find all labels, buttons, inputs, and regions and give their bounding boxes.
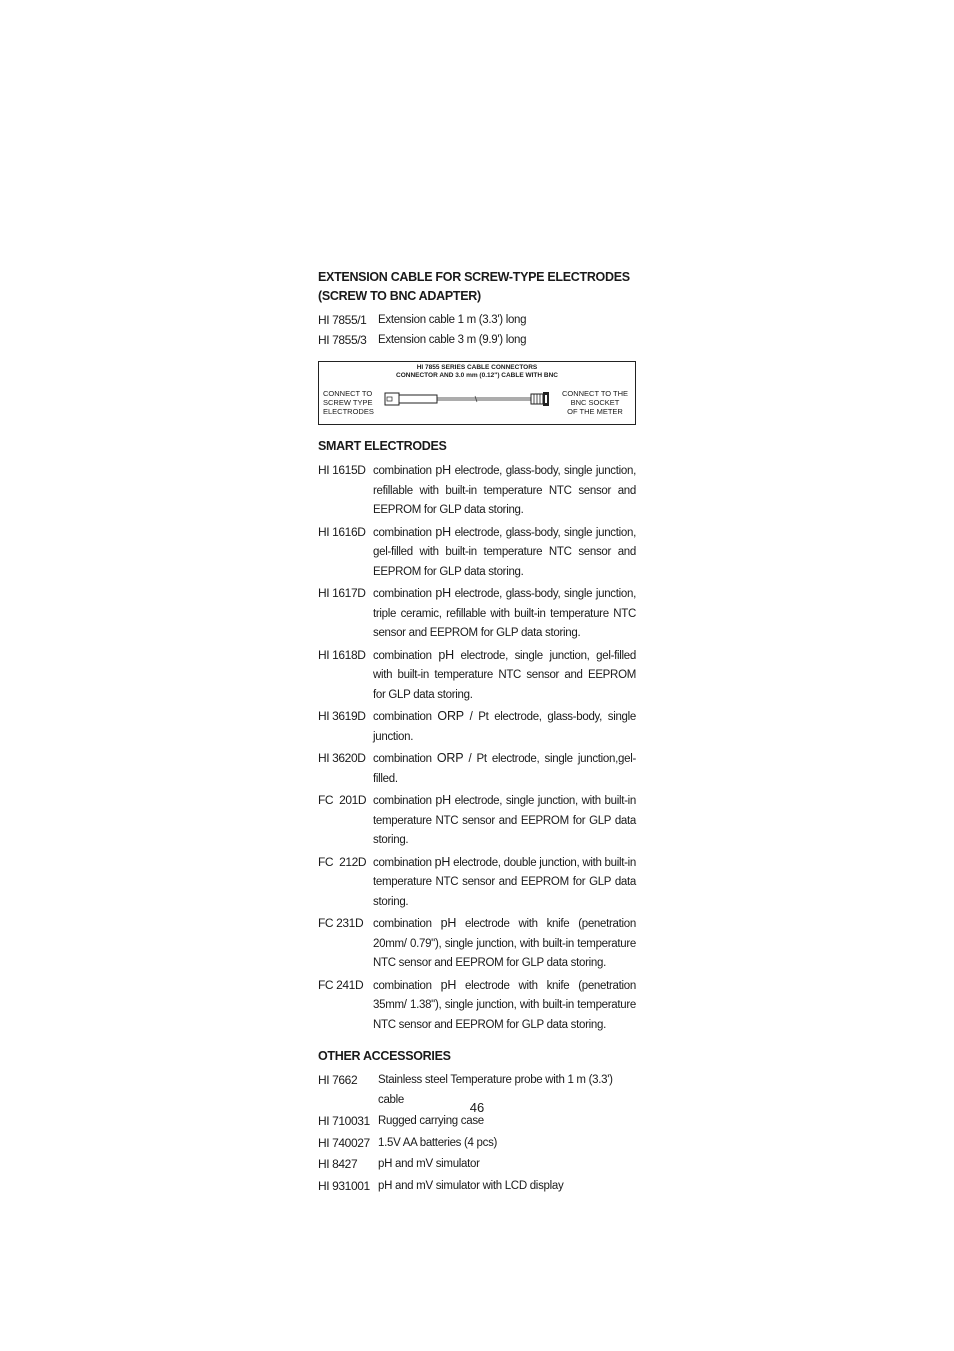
desc-post: electrode, glass-body, single junction, gel-filled with built-in temperature NTC sensor and EEPROM for GLP data storing. [373, 526, 636, 578]
item-code: HI 7855/1 [318, 313, 367, 327]
desc-post: electrode, single junction, gel-filled with built-in temperature NTC sensor and EEPROM for GLP data storing. [373, 649, 636, 701]
desc-pre: combination [373, 795, 436, 807]
item-desc: Stainless steel Temperature probe with 1 m (3.3') cable [378, 1074, 613, 1106]
extension-heading [318, 268, 636, 306]
item-desc [373, 523, 636, 583]
connector-body [399, 395, 437, 403]
list-item [318, 646, 636, 706]
item-desc: Extension cable 3 m (9.9') long [378, 333, 527, 346]
item-code: HI 8427 [318, 1157, 358, 1171]
list-item [318, 791, 636, 851]
item-code: FC 241D [318, 977, 364, 992]
item-desc [373, 914, 636, 974]
desc-highlight: pH [434, 854, 451, 869]
item-code: HI 740027 [318, 1135, 370, 1150]
item-code: HI 1618D [318, 647, 366, 662]
item-desc [373, 791, 636, 851]
desc-highlight: pH [435, 463, 451, 477]
desc-pre: combination [373, 649, 439, 662]
desc-highlight: ORP [437, 709, 464, 723]
desc-post: / Pt electrode, glass-body, single junction. [373, 711, 637, 743]
diagram-right-label [558, 389, 632, 416]
desc-highlight: pH [438, 647, 454, 662]
desc-highlight: pH [435, 793, 451, 807]
list-item [318, 311, 636, 331]
diagram-title-line2: CONNECTOR AND 3.0 mm (0.12") CABLE WITH BNC [396, 372, 558, 379]
item-desc: pH and mV simulator with LCD display [378, 1179, 564, 1192]
list-item [318, 707, 636, 747]
list-item [318, 1177, 636, 1197]
desc-post: electrode, glass-body, single junction, triple ceramic, refillable with built-in temperature NTC sensor and EEPROM for GLP data storing. [373, 588, 636, 639]
list-item [318, 584, 636, 644]
diagram-title [319, 364, 635, 380]
content-column [318, 268, 636, 1198]
item-code: HI 3619D [318, 709, 366, 723]
item-desc [373, 976, 636, 1036]
list-item [318, 1155, 636, 1175]
diagram-right-line3: OF THE METER [567, 407, 623, 416]
list-item [318, 853, 636, 913]
item-desc: 1.5V AA batteries (4 pcs) [378, 1136, 498, 1149]
item-desc [373, 461, 636, 521]
diagram-left-line2: SCREW TYPE [323, 398, 373, 407]
desc-pre: combination [373, 588, 436, 600]
desc-pre: combination [373, 465, 436, 477]
list-item [318, 976, 636, 1036]
list-item [318, 523, 636, 583]
cable-illustration [383, 390, 559, 408]
desc-highlight: pH [435, 524, 451, 539]
item-code: HI 1615D [318, 463, 366, 477]
extension-heading-line1: EXTENSION CABLE FOR SCREW-TYPE ELECTRODES [318, 270, 630, 284]
item-code: HI 1617D [318, 586, 366, 600]
desc-pre: combination [373, 918, 441, 930]
item-desc: Rugged carrying case [378, 1115, 484, 1127]
desc-post: electrode, double junction, with built-in temperature NTC sensor and EEPROM for GLP data storing. [373, 856, 637, 908]
page-number: 46 [469, 1100, 485, 1115]
item-code: HI 710031 [318, 1114, 370, 1128]
item-desc [373, 749, 636, 789]
desc-highlight: pH [440, 977, 457, 992]
item-desc: pH and mV simulator [378, 1158, 480, 1170]
cable-diagram [318, 361, 636, 425]
diagram-right-line2: BNC SOCKET [570, 398, 620, 407]
desc-post: electrode with knife (penetration 20mm/ 0.79"), single junction, with built-in temperature NTC sensor and EEPROM for GLP data storing. [373, 918, 636, 969]
diagram-left-label [323, 389, 374, 416]
list-item [318, 914, 636, 974]
item-desc [373, 646, 636, 706]
item-code: FC 201D [318, 793, 367, 807]
smart-heading: SMART ELECTRODES [318, 439, 447, 453]
desc-pre: combination [373, 753, 437, 765]
desc-pre: combination [373, 856, 435, 869]
desc-highlight: pH [440, 916, 457, 930]
desc-pre: combination [373, 711, 438, 723]
desc-post: electrode with knife (penetration 35mm/ 1.38"), single junction, with built-in temperature NTC sensor and EEPROM for GLP data storing. [373, 979, 636, 1031]
extension-list [318, 311, 636, 350]
item-code: HI 931001 [318, 1178, 370, 1193]
desc-highlight: ORP [436, 751, 464, 765]
other-heading: OTHER ACCESSORIES [318, 1049, 451, 1063]
item-code: FC 212D [318, 854, 367, 869]
item-code: HI 3620D [318, 751, 366, 765]
item-code: FC 231D [318, 916, 364, 930]
item-desc [373, 707, 636, 747]
desc-pre: combination [373, 979, 441, 992]
diagram-right-line1: CONNECT TO THE [561, 389, 629, 398]
desc-post: electrode, single junction, with built-in temperature NTC sensor and EEPROM for GLP data storing. [373, 795, 636, 846]
item-desc [373, 584, 636, 644]
extension-heading-line2: (SCREW TO BNC ADAPTER) [318, 289, 481, 303]
other-list [318, 1071, 636, 1196]
diagram-left-line1: CONNECT TO [323, 389, 373, 398]
list-item [318, 331, 636, 351]
item-code: HI 1616D [318, 524, 366, 539]
list-item [318, 461, 636, 521]
desc-post: electrode, glass-body, single junction, refillable with built-in temperature NTC sensor and EEPROM for GLP data storing. [373, 465, 636, 516]
desc-pre: combination [373, 526, 436, 539]
diagram-left-line3: ELECTRODES [323, 407, 374, 416]
desc-highlight: pH [435, 586, 451, 600]
diagram-title-line1: HI 7855 SERIES CABLE CONNECTORS [416, 364, 538, 371]
list-item [318, 1134, 636, 1154]
list-item [318, 749, 636, 789]
desc-post: / Pt electrode, single junction,gel-filled. [373, 753, 636, 785]
item-code: HI 7855/3 [318, 332, 367, 347]
item-desc: Extension cable 1 m (3.3') long [378, 314, 527, 326]
item-code: HI 7662 [318, 1073, 358, 1087]
item-desc [373, 853, 636, 913]
smart-list [318, 461, 636, 1035]
